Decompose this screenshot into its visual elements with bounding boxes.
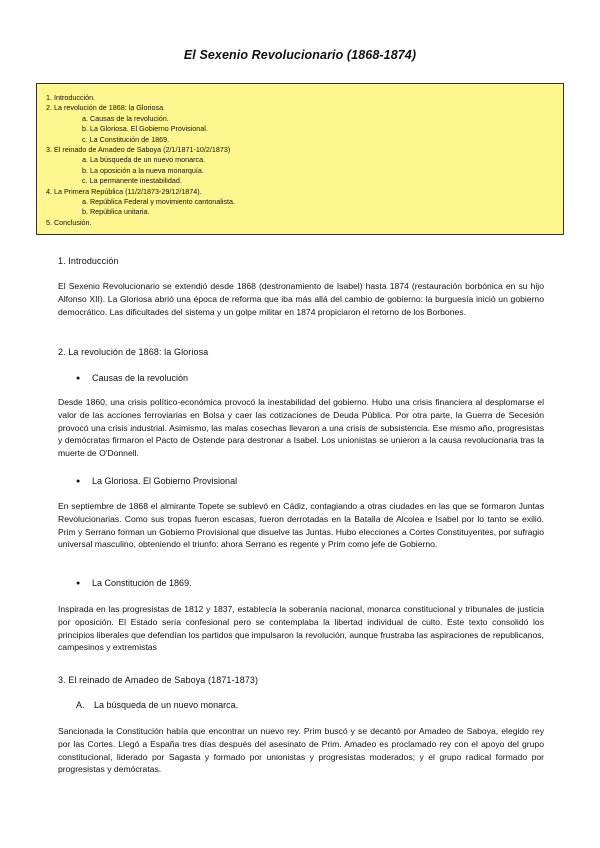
toc-item: 5. Conclusión.	[46, 217, 92, 227]
bullet-label: La Constitución de 1869.	[92, 578, 192, 588]
paragraph-busqueda-monarca: Sancionada la Constitución había que encontrar un nuevo rey. Prim buscó y se decantó por Amadeo de Saboya, elegido rey por las Cortes. Llegó a España tres días después del asesinato de Prim. Amadeo es proclamado rey con el apoyo del grupo constitucional, liderado por Sagasta y formado por unionistas y progresistas moderados; y el grupo radical formado por progresistas y demócratas.	[58, 726, 544, 775]
list-marker: A.	[76, 700, 85, 710]
bullet-gobierno-provisional	[76, 476, 237, 486]
bullet-label: Causas de la revolución	[92, 373, 189, 383]
section-heading-amadeo: 3. El reinado de Amadeo de Saboya (1871-1873)	[58, 675, 259, 685]
table-of-contents	[36, 83, 564, 235]
toc-item: c. La permanente inestabilidad.	[82, 176, 182, 186]
toc-item: b. La Gloriosa. El Gobierno Provisional.	[82, 124, 208, 134]
toc-item: a. República Federal y movimiento cantonalista.	[82, 197, 236, 207]
toc-item: a. La búsqueda de un nuevo monarca.	[82, 155, 206, 165]
toc-item: c. La Constitución de 1869.	[82, 134, 170, 144]
bullet-icon: ●	[76, 375, 81, 382]
toc-item: 2. La revolución de 1868: la Gloriosa.	[46, 103, 166, 113]
toc-item: 1. Introducción.	[46, 93, 96, 102]
toc-item: 4. La Primera República (11/2/1873-29/12/1874).	[46, 186, 202, 196]
toc-item: a. Causas de la revolución.	[82, 113, 169, 123]
page-title: El Sexenio Revolucionario (1868-1874)	[183, 48, 417, 62]
subsection-label: La búsqueda de un nuevo monarca.	[94, 700, 239, 710]
toc-item: b. La oposición a la nueva monarquía.	[82, 165, 204, 175]
bullet-label: La Gloriosa. El Gobierno Provisional	[92, 476, 238, 486]
toc-item: 3. El reinado de Amadeo de Saboya (2/1/1871-10/2/1873)	[46, 145, 231, 155]
bullet-causas	[76, 373, 188, 383]
bullet-icon: ●	[76, 580, 81, 587]
bullet-constitucion	[76, 578, 192, 588]
toc-item: b. República unitaria.	[82, 207, 150, 217]
paragraph-introduccion: El Sexenio Revolucionario se extendió desde 1868 (destronamiento de Isabel) hasta 1874 (restauración borbónica en su hijo Alfonso XII). La Gloriosa abrió una época de reforma que iba más allá del cambio de gobierno: la burguesía inició un gobierno democrático. Las dificultades del sistema y un golpe militar en 1874 propiciaron el retorno de los Borbones.	[58, 281, 544, 317]
subsection-busqueda-monarca	[76, 700, 238, 710]
section-heading-introduccion: 1. Introducción	[58, 256, 119, 266]
paragraph-gobierno-provisional: En septiembre de 1868 el almirante Topete se sublevó en Cádiz, contagiando a otras ciudades en las que se formaron Juntas Revolucionarias. Como sus tropas fueron escasas, fueron derrotadas en la Batalla de Alcolea e Isabel por lo tanto se exilió. Prim y Serrano forman un Gobierno Provisional que disuelve las Juntas. Hubo elecciones a Cortes Constituyentes, por sufragio universal masculino, obteniendo el triunfo: ahora Serrano es regente y Prim como jefe de Gobierno.	[58, 501, 544, 550]
bullet-icon: ●	[76, 478, 81, 485]
section-heading-gloriosa: 2. La revolución de 1868: la Gloriosa	[58, 347, 209, 357]
paragraph-constitucion: Inspirada en las progresistas de 1812 y 1837, establecía la soberanía nacional, monarca constitucional y tribunales de justicia por oposición. El Estado sería confesional pero se contemplaba la libertad individual de culto. Este texto consolidó los principios liberales que defendían los partidos que impulsaron la revolución, aunque frustraba las aspiraciones de republicanos, campesinos y extremistas	[58, 604, 544, 653]
paragraph-causas: Desde 1860, una crisis político-económica provocó la inestabilidad del gobierno. Hubo una crisis financiera al desplomarse el valor de las acciones ferroviarias en Bolsa y caer las cotizaciones de Deuda Pública. Por otra parte, la Guerra de Secesión provocó una crisis industrial. Asimismo, las malas cosechas llevaron a una crisis de subsistencia. Ese mismo año, progresistas y demócratas firmaron el Pacto de Ostende para destronar a Isabel. Los unionistas se unieron a la causa revolucionaria tras la muerte de O'Donnell.	[58, 397, 544, 459]
